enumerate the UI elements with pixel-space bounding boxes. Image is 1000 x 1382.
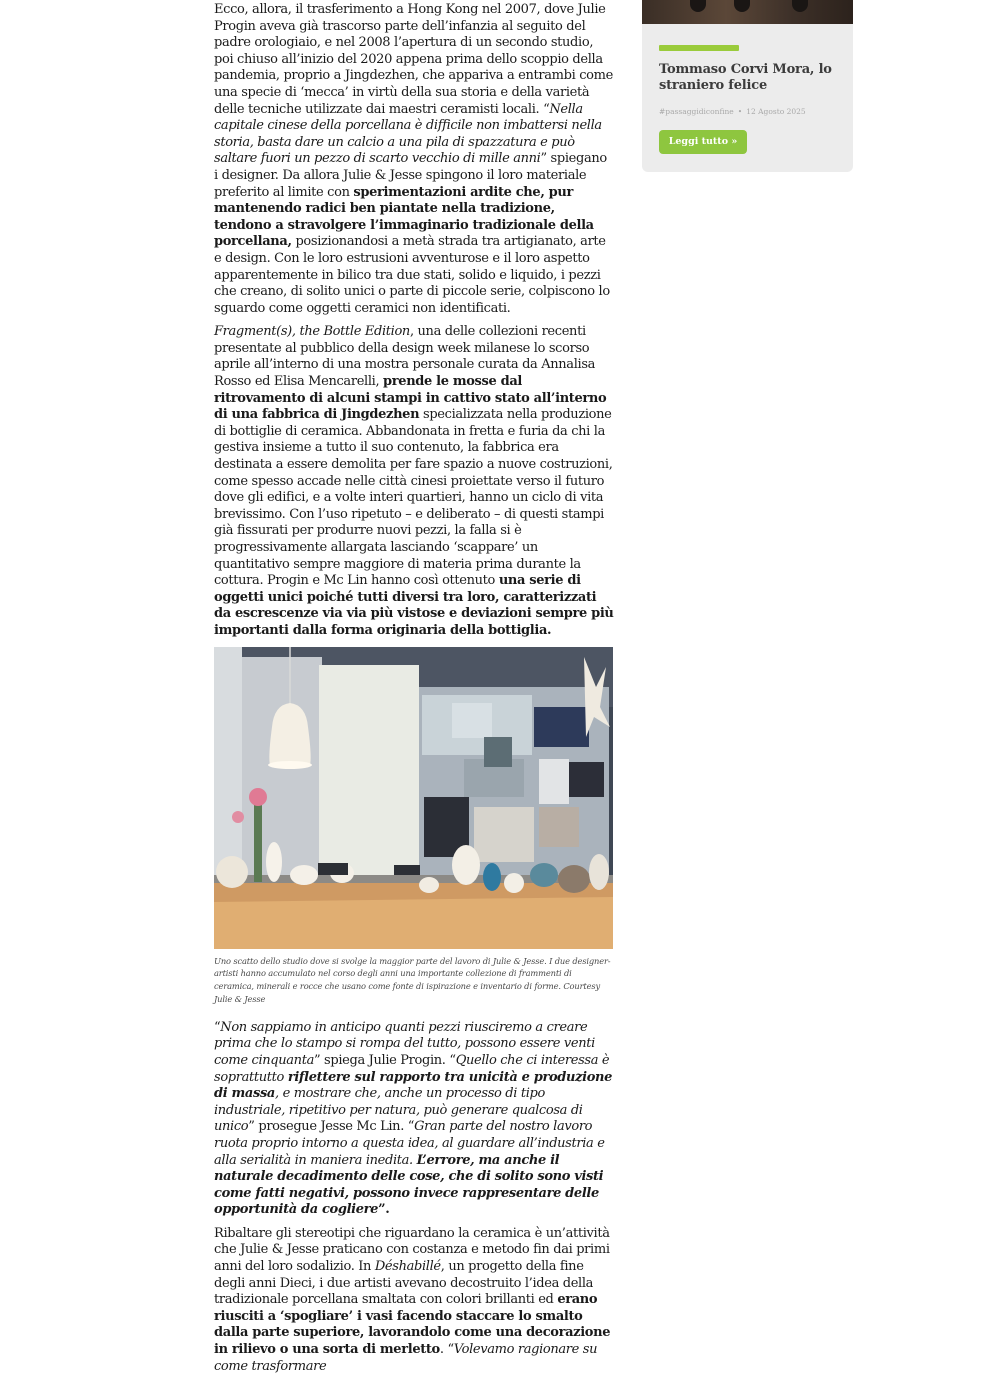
collection-title: Fragment(s), the Bottle Edition (214, 324, 410, 340)
italic-quote: Non sappiamo in anticipo quanti pezzi riusciremo a creare prima che lo stampo si rompa del tutto, possono essere venti come cinquanta (214, 1019, 595, 1068)
meta-separator: • (737, 107, 743, 116)
text: posizionandosi a metà strada tra artigianato, arte e design. Con le loro estrusioni avventurose e il loro aspetto apparentemente in bilico tra due stati, solido e liquido, i pezzi che creano, di solito unici o parte di piccole serie, colpiscono lo sguardo come oggetti ceramici non identificati. (214, 234, 610, 316)
italic-quote: , e mostrare che, anche un processo di tipo industriale, ripetitivo per natura, può generare qualcosa di unico (214, 1086, 583, 1135)
text: , un progetto della fine degli anni Dieci, i due artisti avevano decostruito l’idea della tradizionale porcellana smaltata con colori brillanti ed (214, 1259, 594, 1308)
italic-quote: Nella capitale cinese della porcellana è difficile non imbattersi nella storia, basta dare un calcio a una pila di spazzatura e può saltare fuori un pezzo di scarto vecchio di mille anni (214, 101, 602, 167)
bold-italic-quote: L’errore, ma anche il naturale decadimento delle cose, che di solito sono visti come fatti negativi, possono invece rappresentare delle opportunità da cogliere (214, 1152, 604, 1218)
text: “ (214, 1019, 221, 1035)
italic-quote: Gran parte del nostro lavoro ruota proprio intorno a questa idea, al guardare all’industria e alla serialità in maniera inedita. (214, 1119, 605, 1168)
article-paragraph (214, 1020, 614, 1219)
card-author[interactable]: #passaggidiconfine (659, 107, 734, 116)
card-meta (659, 107, 806, 116)
article-paragraph (214, 324, 614, 639)
article-body (214, 2, 614, 1382)
bold-text: prende le mosse dal ritrovamento di alcuni stampi in cattivo stato all’interno di una fabbrica di Jingdezhen (214, 374, 607, 423)
text: , una delle collezioni recenti presentate al pubblico della design week milanese lo scorso aprile all’interno di una mostra personale curata da Annalisa Rosso ed Elisa Mencarelli, (214, 324, 596, 390)
bold-text: ”. (378, 1202, 390, 1218)
article-figure (214, 647, 613, 1006)
text: Ribaltare gli stereotipi che riguardano la ceramica è un’attività che Julie & Jesse praticano con costanza e metodo fin dai primi anni del loro sodalizio. In (214, 1225, 610, 1275)
photo-caption: Uno scatto dello studio dove si svolge la maggior parte del lavoro di Julie & Jesse. I due designer-artisti hanno accumulato nel corso degli anni una importante collezione di frammenti di ceramica, minerali e rocce che usano come fonte di ispirazione e inventario di forme. Courtesy Julie & Jesse (214, 955, 611, 1004)
italic-quote: Quello che ci interessa è soprattutto (214, 1052, 610, 1085)
card-thumbnail[interactable] (642, 0, 853, 24)
text: ” spiegano i designer. Da allora Julie & Jesse spingono il loro materiale preferito al limite con (214, 151, 607, 200)
card-date: 12 Agosto 2025 (746, 107, 806, 116)
bold-italic-quote: riflettere sul rapporto tra unicità e produzione di massa (214, 1069, 613, 1102)
italic-quote: Volevamo ragionare su come trasformare (214, 1342, 598, 1374)
category-tag[interactable] (659, 45, 739, 51)
card-title[interactable]: Tommaso Corvi Mora, lo straniero felice (659, 62, 832, 93)
article-paragraph (214, 2, 614, 317)
related-article-card (642, 0, 853, 172)
project-title: Déshabillé (374, 1259, 441, 1275)
text: ” prosegue Jesse Mc Lin. “ (248, 1119, 415, 1135)
text: specializzata nella produzione di bottiglie di ceramica. Abbandonata in fretta e furia da chi la gestiva insieme a tutto il suo contenuto, la fabbrica era destinata a essere demolita per fare spazio a nuove costruzioni, come spesso accade nelle città cinesi proiettate verso il futuro dove gli edifici, e a volte interi quartieri, hanno un ciclo di vita brevissimo. Con l’uso ripetuto – e deliberato – di questi stampi già fissurati per produrre nuovi pezzi, la falla si è progressivamente allargata lasciando ‘scappare’ un quantitativo sempre maggiore di materia prima durante la cottura. Progin e Mc Lin hanno così ottenuto (214, 407, 613, 589)
studio-photo (214, 647, 613, 949)
text: . “ (439, 1342, 454, 1358)
bold-text: una serie di oggetti unici poiché tutti diversi tra loro, caratterizzati da escrescenze via via più vistose e deviazioni sempre più importanti dalla forma originaria della bottiglia. (214, 573, 614, 638)
read-more-button[interactable]: Leggi tutto » (659, 130, 747, 154)
text: ” spiega Julie Progin. “ (313, 1052, 456, 1068)
thumbnail-shape (792, 0, 808, 12)
article-paragraph (214, 1226, 614, 1375)
thumbnail-shape (734, 0, 750, 12)
text: Ecco, allora, il trasferimento a Hong Kong nel 2007, dove Julie Progin aveva già trascorso parte dell’infanzia al seguito del padre orologiaio, e nel 2008 l’apertura di un secondo studio, poi chiuso all’inizio del 2020 appena prima dello scoppio della pandemia, proprio a Jingdezhen, che appariva a entrambi come una specie di ‘mecca’ in virtù della sua storia e della varietà delle tecniche utilizzate dai maestri ceramisti locali. “ (214, 2, 613, 117)
bold-text: erano riusciti a ‘spogliare’ i vasi facendo staccare lo smalto dalla parte superiore, lavorandolo come una decorazione in rilievo o una sorta di merletto (214, 1292, 611, 1358)
thumbnail-shape (690, 0, 706, 12)
bold-text: sperimentazioni ardite che, pur mantenendo radici ben piantate nella tradizione, tendono a stravolgere l’immaginario tradizionale della porcellana, (214, 184, 594, 250)
